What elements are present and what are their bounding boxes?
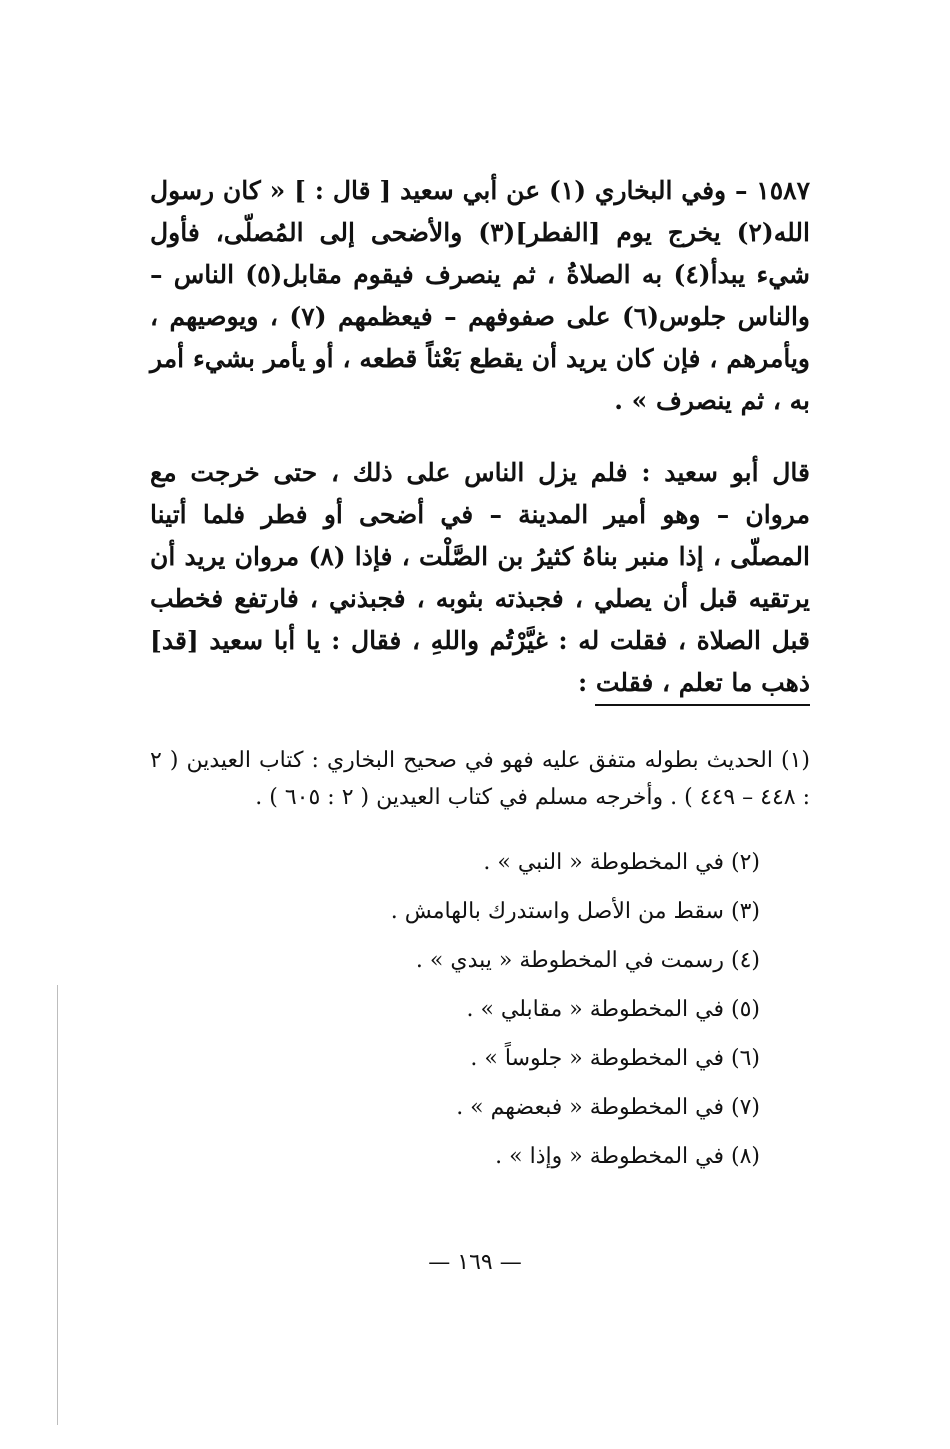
narration-paragraph: قال أبو سعيد : فلم يزل الناس على ذلك ، حتى خرجت مع مروان – وهو أمير المدينة – في أضحى أو فطر فلما أتينا المصلّى ، إذا منبر بناهُ كثيرُ بن الصَّلْت ، فإذا (٨) مروان يريد أن يرتقيه قبل أن يصلي ، فجبذته بثوبه ، فجبذني ، فارتفع فخطب قبل الصلاة ، فقلت له : غيَّرْتُم واللهِ ، فقال : يا أبا سعيد [قد] ذهب ما تعلم ، فقلت : [150,458,810,697]
footnote-5: (٥) في المخطوطة « مقابلي » . [466,997,760,1022]
page-number: — ١٦٩ — [428,1250,522,1275]
main-text [150,170,810,704]
footnote-8: (٨) في المخطوطة « وإذا » . [495,1144,760,1169]
footnote-4: (٤) رسمت في المخطوطة « يبدي » . [415,948,760,973]
footnotes [150,742,810,1181]
footnote-list [150,838,810,1181]
scan-gutter-line [57,985,58,1425]
footnote-2: (٢) في المخطوطة « النبي » . [483,850,760,875]
footnote-3: (٣) سقط من الأصل واستدرك بالهامش . [390,899,760,924]
footnote-7: (٧) في المخطوطة « فبعضهم » . [456,1095,760,1120]
hadith-paragraph: ١٥٨٧ – وفي البخاري (١) عن أبي سعيد [ قال : ] « كان رسول الله(٢) يخرج يوم [الفطر](٣) والأضحى إلى المُصلّى، فأول شيء يبدأ(٤) به الصلاةُ ، ثم ينصرف فيقوم مقابل(٥) الناس – والناس جلوس(٦) على صفوفهم – فيعظمهم (٧) ، ويوصيهم ، ويأمرهم ، فإن كان يريد أن يقطع بَعْثاً قطعه ، أو يأمر بشيء أمر به ، ثم ينصرف » . [150,176,810,415]
footnote-6: (٦) في المخطوطة « جلوساً » . [470,1046,760,1071]
footnote-divider [595,704,810,706]
footnote-1: (١) الحديث بطوله متفق عليه فهو في صحيح البخاري : كتاب العيدين ( ٢ : ٤٤٨ – ٤٤٩ ) . وأخرجه مسلم في كتاب العيدين ( ٢ : ٦٠٥ ) . [150,748,810,810]
